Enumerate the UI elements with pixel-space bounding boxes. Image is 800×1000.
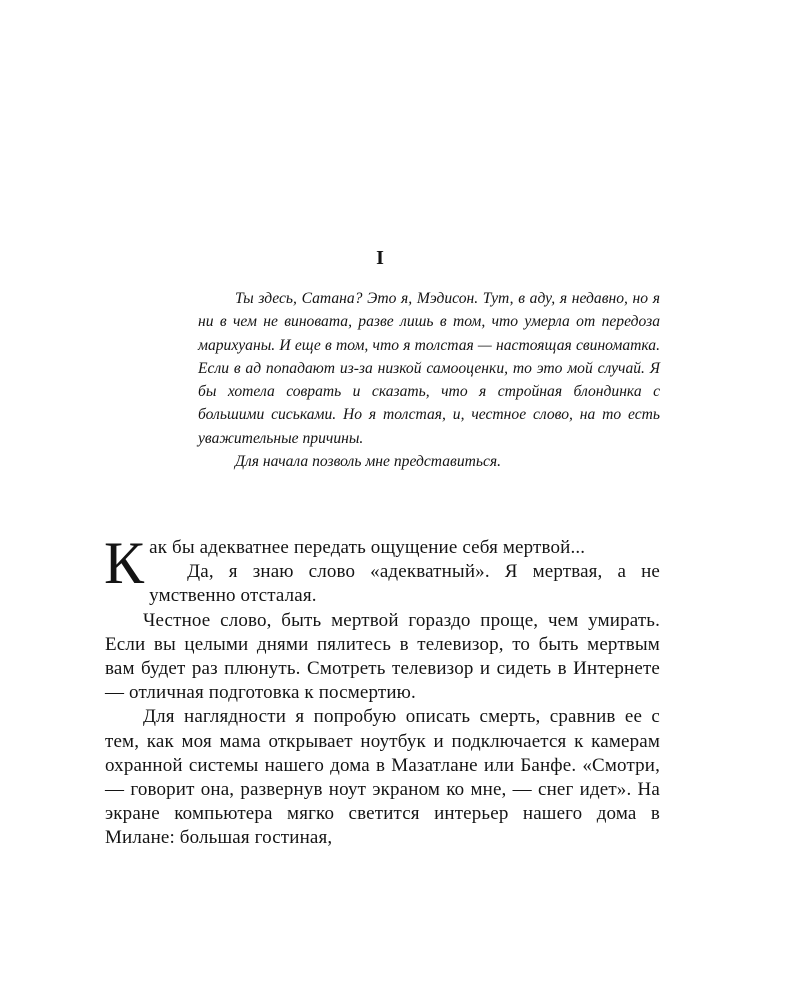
epigraph-paragraph: Ты здесь, Сатана? Это я, Мэдисон. Тут, в аду, я недавно, но я ни в чем не виновата, разве лишь в том, что умерла от передоза марихуаны. И еще в том, что я толстая — настоящая свиноматка. Если в ад попадают из-за низкой самооценки, то это мой случай. Я бы хотела соврать и сказать, что я стройная блондинка с большими сиськами. Но я толстая, и, честное слово, на то есть уважительные причины. — [198, 290, 660, 447]
body-paragraph: Да, я знаю слово «адекватный». Я мертвая, а не умственно отсталая. — [149, 561, 660, 607]
drop-cap: К — [104, 530, 145, 596]
chapter-body — [104, 530, 660, 851]
body-paragraph: Честное слово, быть мертвой гораздо проще, чем умирать. Если вы целыми днями пялитесь в телевизор, то быть мертвым вам будет раз плюнуть. Смотреть телевизор и сидеть в Интернете — отличная подготовка к посмертию. — [105, 609, 660, 704]
body-paragraph: Для наглядности я попробую описать смерть, сравнив ее с тем, как моя мама открывает ноутбук и подключается к камерам охранной системы нашего дома в Мазатлане или Банфе. «Смотри, — говорит она, развернув ноут экраном ко мне, — снег идет». На экране компьютера мягко светится интерьер нашего дома в Милане: большая гостиная, — [105, 706, 660, 849]
epigraph — [198, 287, 660, 473]
epigraph-paragraph: Для начала позволь мне представиться. — [235, 453, 502, 471]
chapter-number: I — [376, 247, 384, 269]
first-paragraph-text: ак бы адекватнее передать ощущение себя мертвой... — [149, 537, 586, 558]
